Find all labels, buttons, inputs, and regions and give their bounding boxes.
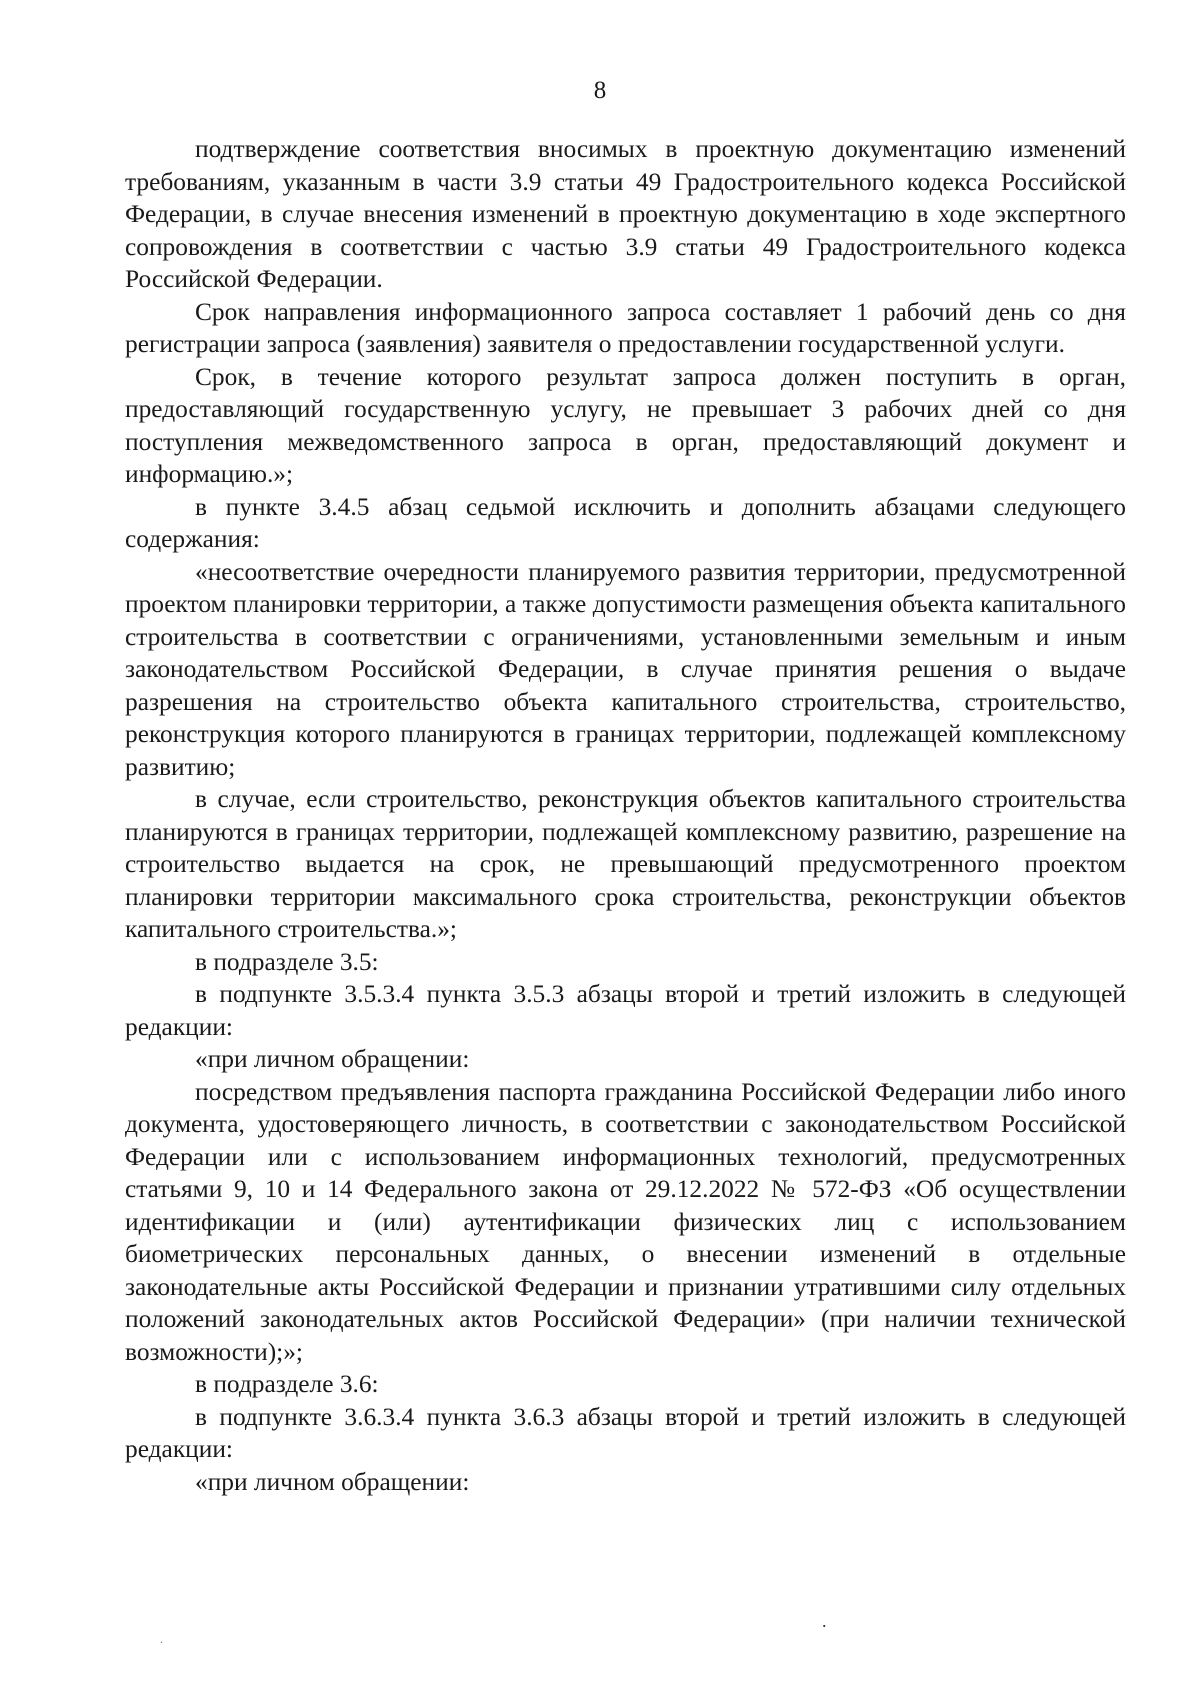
paragraph: Срок, в течение которого результат запроса должен поступить в орган, предоставляющий государственную услугу, не превышает 3 рабочих дней со дня поступления межведомственного запроса в орган, предоставляющий документ и информацию.»; — [125, 362, 1126, 488]
page-number: 8 — [593, 77, 607, 104]
paragraph: в подпункте 3.6.3.4 пункта 3.6.3 абзацы второй и третий изложить в следующей редакции: — [125, 1402, 1126, 1463]
scan-dot-mark: . — [822, 1611, 827, 1631]
paragraph: Срок направления информационного запроса составляет 1 рабочий день со дня регистрации запроса (заявления) заявителя о предоставлении государственной услуги. — [125, 297, 1126, 358]
paragraph: в случае, если строительство, реконструкция объектов капитального строительства планируются в границах территории, подлежащей комплексному развитию, разрешение на строительство выдается на срок, не превышающий предусмотренного проектом планировки территории максимального срока строительства, реконструкции объектов капитального строительства.»; — [125, 785, 1126, 943]
paragraph: в подпункте 3.5.3.4 пункта 3.5.3 абзацы второй и третий изложить в следующей редакции: — [125, 980, 1126, 1041]
paragraph: посредством предъявления паспорта гражданина Российской Федерации либо иного документа, удостоверяющего личность, в соответствии с законодательством Российской Федерации или с использованием информационных технологий, предусмотренных статьями 9, 10 и 14 Федерального закона от 29.12.2022 № 572-ФЗ «Об осуществлении идентификации и (или) аутентификации физических лиц с использованием биометрических персональных данных, о внесении изменений в отдельные законодательные акты Российской Федерации и признании утратившими силу отдельных положений законодательных актов Российской Федерации» (при наличии технической возможности);»; — [125, 1077, 1126, 1366]
paragraph: подтверждение соответствия вносимых в проектную документацию изменений требованиям, указанным в части 3.9 статьи 49 Градостроительного кодекса Российской Федерации, в случае внесения изменений в проектную документацию в ходе экспертного сопровождения в соответствии с частью 3.9 статьи 49 Градостроительного кодекса Российской Федерации. — [125, 135, 1126, 293]
paragraph: «при личном обращении: — [195, 1467, 470, 1496]
paragraph: в пункте 3.4.5 абзац седьмой исключить и дополнить абзацами следующего содержания: — [125, 492, 1126, 553]
paragraph: в подразделе 3.5: — [195, 947, 379, 976]
body-text — [125, 133, 1126, 1498]
scan-dot-mark: . — [160, 1632, 163, 1646]
paragraph: в подразделе 3.6: — [195, 1370, 379, 1398]
paragraph: «несоответствие очередности планируемого развития территории, предусмотренной проектом планировки территории, а также допустимости размещения объекта капитального строительства в соответствии с ограничениями, установленными земельным и иным законодательством Российской Федерации, в случае принятия решения о выдаче разрешения на строительство объекта капитального строительства, строительство, реконструкция которого планируются в границах территории, подлежащей комплексному развитию; — [125, 557, 1126, 781]
paragraph: «при личном обращении: — [195, 1045, 470, 1073]
